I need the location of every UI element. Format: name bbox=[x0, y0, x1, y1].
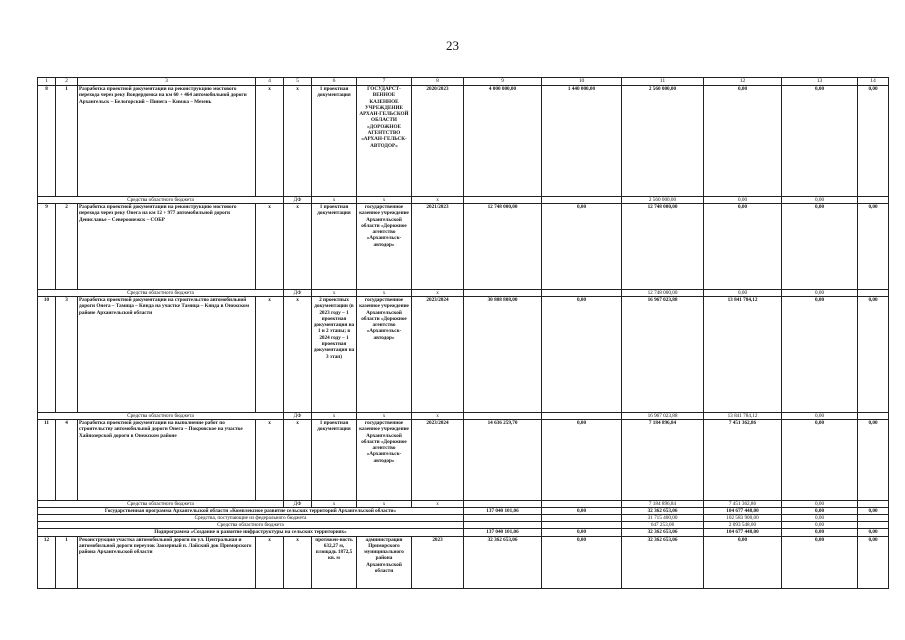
amount-col13: 0,00 bbox=[782, 529, 858, 536]
work-description: Разработка проектной документации на реконструкцию мостового перехода через реку Онега на км 12 + 977 автомобильной дороги Дениславье – Североонежск – СОБР bbox=[78, 204, 256, 290]
amount-col14: 0,00 bbox=[858, 529, 889, 536]
executor-cell: государственное казенное учреждение Архангельской области «Дорожное агентство «Архангельск-автодор» bbox=[357, 204, 412, 290]
funding-source-row bbox=[38, 197, 889, 204]
amount-col13: 0,00 bbox=[782, 522, 858, 529]
executor-cell: администрация Приморского муниципального района Архангельской области bbox=[357, 536, 412, 588]
cell-col6: х bbox=[312, 290, 357, 297]
cell-col9 bbox=[464, 501, 542, 508]
amount-col11: 12 748 000,00 bbox=[622, 204, 704, 290]
amount-col10: 1 440 000,00 bbox=[542, 86, 622, 197]
table-row bbox=[38, 297, 889, 413]
col-header: 3 bbox=[78, 78, 256, 86]
amount-col13: 0,00 bbox=[782, 86, 858, 197]
col-header: 7 bbox=[357, 78, 412, 86]
col-header: 10 bbox=[542, 78, 622, 86]
funding-source-label: Средства областного бюджета bbox=[38, 522, 464, 529]
cell-col8: х bbox=[412, 197, 464, 204]
total-amount: 12 748 000,00 bbox=[464, 204, 542, 290]
amount-col12: 13 841 784,12 bbox=[704, 297, 782, 413]
amount-col12: 102 583 900,00 bbox=[704, 515, 782, 522]
cell-col8: х bbox=[412, 290, 464, 297]
cell-col5: ДФ bbox=[284, 290, 312, 297]
col-header: 1 bbox=[38, 78, 56, 86]
cell-col14 bbox=[858, 290, 889, 297]
cell-col6: х bbox=[312, 501, 357, 508]
amount-col13: 0,00 bbox=[782, 290, 858, 297]
cell-col10 bbox=[542, 413, 622, 420]
header-row bbox=[38, 78, 889, 86]
col-header: 14 bbox=[858, 78, 889, 86]
amount-col14: 0,00 bbox=[858, 508, 889, 515]
row-subnumber: 1 bbox=[56, 86, 78, 197]
amount-col14: 0,00 bbox=[858, 86, 889, 197]
funding-source-label: Средства областного бюджета bbox=[38, 413, 284, 420]
result-cell: протяжен-ность 632,27 м, площадь 1872,5 кв. м bbox=[312, 536, 357, 588]
amount-col11: 647 253,06 bbox=[622, 522, 704, 529]
result-cell: 1 проектная документация bbox=[312, 86, 357, 197]
cell-col5: х bbox=[284, 204, 312, 290]
period-cell: 2023/2024 bbox=[412, 420, 464, 501]
amount-col14: 0,00 bbox=[858, 536, 889, 588]
total-amount: 30 808 808,00 bbox=[464, 297, 542, 413]
col-header: 5 bbox=[284, 78, 312, 86]
amount-col10 bbox=[542, 515, 622, 522]
amount-col12: 0,00 bbox=[704, 197, 782, 204]
amount-col13: 0,00 bbox=[782, 420, 858, 501]
row-subnumber: 1 bbox=[56, 536, 78, 588]
amount-col14 bbox=[858, 522, 889, 529]
cell-col4: х bbox=[256, 86, 284, 197]
funding-source-row bbox=[38, 290, 889, 297]
table-row bbox=[38, 536, 889, 588]
funding-source-row bbox=[38, 515, 889, 522]
cell-col5: ДФ bbox=[284, 501, 312, 508]
cell-col6: х bbox=[312, 413, 357, 420]
budget-table bbox=[37, 77, 889, 589]
amount-col10 bbox=[542, 522, 622, 529]
program-title: Государственная программа Архангельской области «Комплексное развитие сельских территорий Архангельской области» bbox=[38, 508, 464, 515]
cell-col7: х bbox=[357, 290, 412, 297]
period-cell: 2023/2024 bbox=[412, 297, 464, 413]
cell-col4: х bbox=[256, 204, 284, 290]
cell-col14 bbox=[858, 501, 889, 508]
col-header: 12 bbox=[704, 78, 782, 86]
cell-col5: х bbox=[284, 297, 312, 413]
col-header: 13 bbox=[782, 78, 858, 86]
executor-cell: ГОСУДАРСТ-ВЕННОЕ КАЗЕННОЕ УЧРЕЖДЕНИЕ АРХАН-ГЕЛЬСКОЙ ОБЛАСТИ «ДОРОЖНОЕ АГЕНТСТВО «АРХАН-ГЕЛЬСК-АВТОДОР» bbox=[357, 86, 412, 197]
total-amount: 32 362 653,06 bbox=[464, 536, 542, 588]
total-amount: 14 636 259,70 bbox=[464, 420, 542, 501]
result-cell: 1 проектная документация bbox=[312, 204, 357, 290]
cell-col9 bbox=[464, 197, 542, 204]
program-title: Подпрограмма «Создание и развитие инфраструктуры на сельских территориях» bbox=[38, 529, 464, 536]
amount-col10: 0,00 bbox=[542, 529, 622, 536]
amount-col10: 0,00 bbox=[542, 420, 622, 501]
executor-cell: государственное казенное учреждение Архангельской области «Дорожное агентство «Архангельск-автодор» bbox=[357, 420, 412, 501]
total-amount bbox=[464, 522, 542, 529]
total-amount: 137 040 101,06 bbox=[464, 508, 542, 515]
row-number: 12 bbox=[38, 536, 56, 588]
cell-col14 bbox=[858, 413, 889, 420]
row-number: 11 bbox=[38, 420, 56, 501]
amount-col13: 0,00 bbox=[782, 204, 858, 290]
cell-col7: х bbox=[357, 197, 412, 204]
amount-col10: 0,00 bbox=[542, 204, 622, 290]
amount-col12: 0,00 bbox=[704, 290, 782, 297]
amount-col12: 104 677 448,00 bbox=[704, 508, 782, 515]
row-number: 10 bbox=[38, 297, 56, 413]
col-header: 8 bbox=[412, 78, 464, 86]
amount-col13: 0,00 bbox=[782, 197, 858, 204]
amount-col12: 13 841 784,12 bbox=[704, 413, 782, 420]
cell-col9 bbox=[464, 290, 542, 297]
funding-source-label: Средства областного бюджета bbox=[38, 290, 284, 297]
funding-source-label: Средства областного бюджета bbox=[38, 501, 284, 508]
amount-col10: 0,00 bbox=[542, 297, 622, 413]
work-description: Разработка проектной документации на строительство автомобильной дороги Онега – Тамица – Кянда на участке Тамица – Кянда в Онежском районе Архангельской области bbox=[78, 297, 256, 413]
amount-col13: 0,00 bbox=[782, 536, 858, 588]
cell-col10 bbox=[542, 501, 622, 508]
cell-col5: ДФ bbox=[284, 413, 312, 420]
total-amount: 4 000 000,00 bbox=[464, 86, 542, 197]
col-header: 2 bbox=[56, 78, 78, 86]
amount-col14: 0,00 bbox=[858, 297, 889, 413]
funding-source-row bbox=[38, 501, 889, 508]
amount-col13: 0,00 bbox=[782, 413, 858, 420]
row-number: 8 bbox=[38, 86, 56, 197]
cell-col8: х bbox=[412, 501, 464, 508]
table-row bbox=[38, 86, 889, 197]
cell-col10 bbox=[542, 290, 622, 297]
cell-col8: х bbox=[412, 413, 464, 420]
amount-col12: 0,00 bbox=[704, 204, 782, 290]
funding-source-row bbox=[38, 522, 889, 529]
cell-col6: х bbox=[312, 197, 357, 204]
funding-source-label: Средства областного бюджета bbox=[38, 197, 284, 204]
row-subnumber: 2 bbox=[56, 204, 78, 290]
amount-col14: 0,00 bbox=[858, 420, 889, 501]
col-header: 11 bbox=[622, 78, 704, 86]
amount-col11: 7 184 896,84 bbox=[622, 501, 704, 508]
amount-col11: 16 967 023,88 bbox=[622, 413, 704, 420]
amount-col12: 7 451 362,86 bbox=[704, 420, 782, 501]
amount-col11: 2 560 000,00 bbox=[622, 197, 704, 204]
cell-col4: х bbox=[256, 420, 284, 501]
page-number: 23 bbox=[446, 38, 459, 53]
col-header: 4 bbox=[256, 78, 284, 86]
amount-col10: 0,00 bbox=[542, 508, 622, 515]
period-cell: 2020/2023 bbox=[412, 86, 464, 197]
work-description: Разработка проектной документации на реконструкцию мостового перехода через реку Вондердомка на км 60 + 464 автомобильной дороги Архангельск – Белогорский – Пинега – Кимжа – Мезень bbox=[78, 86, 256, 197]
funding-source-row bbox=[38, 413, 889, 420]
amount-col11: 31 715 400,00 bbox=[622, 515, 704, 522]
amount-col13: 0,00 bbox=[782, 297, 858, 413]
cell-col5: ДФ bbox=[284, 197, 312, 204]
cell-col5: х bbox=[284, 86, 312, 197]
table-row bbox=[38, 204, 889, 290]
col-header: 9 bbox=[464, 78, 542, 86]
total-amount bbox=[464, 515, 542, 522]
amount-col11: 7 184 896,84 bbox=[622, 420, 704, 501]
cell-col14 bbox=[858, 197, 889, 204]
executor-cell: государственное казенное учреждение Архангельской области «Дорожное агентство «Архангельск-автодор» bbox=[357, 297, 412, 413]
cell-col5: х bbox=[284, 420, 312, 501]
cell-col7: х bbox=[357, 413, 412, 420]
table-row bbox=[38, 420, 889, 501]
amount-col11: 32 362 653,06 bbox=[622, 536, 704, 588]
amount-col14 bbox=[858, 515, 889, 522]
amount-col11: 16 967 023,88 bbox=[622, 297, 704, 413]
row-subnumber: 4 bbox=[56, 420, 78, 501]
amount-col12: 0,00 bbox=[704, 536, 782, 588]
amount-col12: 104 677 448,00 bbox=[704, 529, 782, 536]
funding-source-label: Средства, поступающие из федерального бюджета bbox=[38, 515, 464, 522]
cell-col9 bbox=[464, 413, 542, 420]
work-description: Реконструкция участка автомобильной дороги по ул. Центральная и автомобильной дороги переулок Заозерный п. Лайский док Приморского района Архангельской области bbox=[78, 536, 256, 588]
program-total-row bbox=[38, 508, 889, 515]
col-header: 6 bbox=[312, 78, 357, 86]
amount-col14: 0,00 bbox=[858, 204, 889, 290]
row-subnumber: 3 bbox=[56, 297, 78, 413]
result-cell: 1 проектная документация bbox=[312, 420, 357, 501]
amount-col11: 32 362 653,06 bbox=[622, 529, 704, 536]
row-number: 9 bbox=[38, 204, 56, 290]
period-cell: 2023 bbox=[412, 536, 464, 588]
amount-col12: 7 451 362,86 bbox=[704, 501, 782, 508]
amount-col10: 0,00 bbox=[542, 536, 622, 588]
cell-col10 bbox=[542, 197, 622, 204]
cell-col4: х bbox=[256, 536, 284, 588]
result-cell: 2 проектных документации (в 2023 году – 1 проектная документация на 1 и 2 этапы; в 2024 году – 1 проектная документация на 3 этап) bbox=[312, 297, 357, 413]
program-total-row bbox=[38, 529, 889, 536]
amount-col13: 0,00 bbox=[782, 501, 858, 508]
amount-col12: 2 093 548,00 bbox=[704, 522, 782, 529]
amount-col12: 0,00 bbox=[704, 86, 782, 197]
amount-col11: 2 560 000,00 bbox=[622, 86, 704, 197]
cell-col7: х bbox=[357, 501, 412, 508]
cell-col5: х bbox=[284, 536, 312, 588]
total-amount: 137 040 101,06 bbox=[464, 529, 542, 536]
amount-col13: 0,00 bbox=[782, 515, 858, 522]
amount-col11: 12 748 000,00 bbox=[622, 290, 704, 297]
cell-col4: х bbox=[256, 297, 284, 413]
work-description: Разработка проектной документации на выполнение работ по строительству автомобильной дороги Онега – Покровское на участке Хайнозерской дороги в Онежском районе bbox=[78, 420, 256, 501]
amount-col13: 0,00 bbox=[782, 508, 858, 515]
period-cell: 2021/2023 bbox=[412, 204, 464, 290]
amount-col11: 32 362 653,06 bbox=[622, 508, 704, 515]
